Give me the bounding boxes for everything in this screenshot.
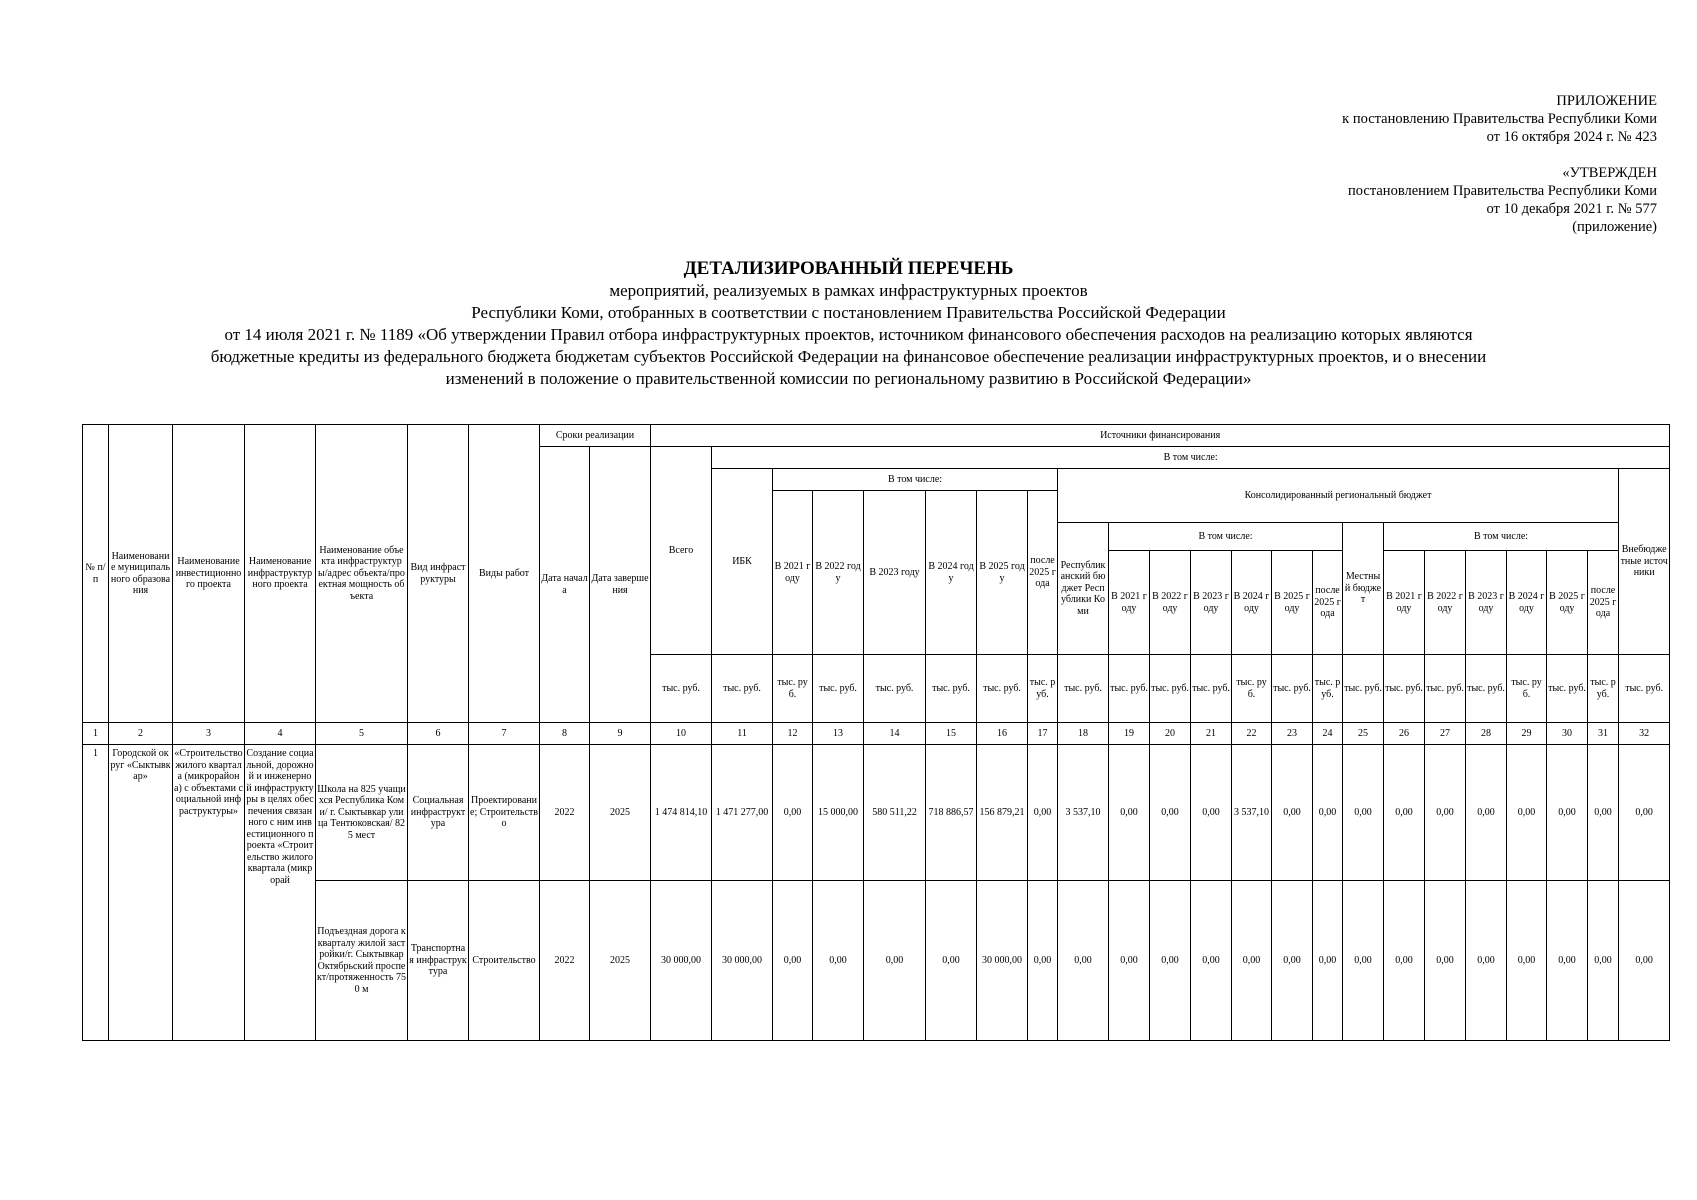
header-end-date: Дата завершения [590, 447, 651, 723]
column-number: 27 [1425, 723, 1466, 745]
cell-value: 0,00 [1232, 881, 1272, 1041]
cell-value: 1 471 277,00 [712, 745, 773, 881]
column-number: 29 [1507, 723, 1547, 745]
header-rep-2024: В 2024 году [1232, 551, 1272, 655]
approved-line: от 10 декабря 2021 г. № 577 [1486, 201, 1657, 217]
cell-value: 0,00 [1109, 881, 1150, 1041]
header-municipality: Наименование муниципального образования [109, 425, 173, 723]
unit-cell: тыс. руб. [1313, 655, 1343, 723]
title-line: изменений в положение о правительственной комиссии по региональному развитию в Российской Федерации» [445, 369, 1252, 388]
title-line: от 14 июля 2021 г. № 1189 «Об утверждении Правил отбора инфраструктурных проектов, источником финансового обеспечения расходов на реализацию которых являются [224, 325, 1473, 344]
cell-value: 0,00 [1425, 881, 1466, 1041]
cell-works: Строительство [469, 881, 540, 1041]
cell-value: 0,00 [926, 881, 977, 1041]
header-infra-type: Вид инфраструктуры [408, 425, 469, 723]
approved-line: (приложение) [1572, 219, 1657, 235]
header-ibk-after-2025: после 2025 года [1028, 491, 1058, 655]
cell-value: 0,00 [1619, 881, 1670, 1041]
cell-value: 0,00 [1191, 745, 1232, 881]
header-including: В том числе: [712, 447, 1670, 469]
unit-cell: тыс. руб. [651, 655, 712, 723]
cell-end: 2025 [590, 745, 651, 881]
header-ibk-2025: В 2025 году [977, 491, 1028, 655]
unit-cell: тыс. руб. [977, 655, 1028, 723]
cell-value: 0,00 [773, 881, 813, 1041]
column-number: 13 [813, 723, 864, 745]
unit-cell: тыс. руб. [1028, 655, 1058, 723]
column-number: 23 [1272, 723, 1313, 745]
cell-value: 0,00 [1191, 881, 1232, 1041]
unit-cell: тыс. руб. [864, 655, 926, 723]
cell-value: 0,00 [1028, 745, 1058, 881]
cell-type: Социальная инфраструктура [408, 745, 469, 881]
header-extrabudget: Внебюджетные источники [1619, 469, 1670, 655]
column-number: 10 [651, 723, 712, 745]
header-object: Наименование объекта инфраструктуры/адрес объекта/проектная мощность объекта [316, 425, 408, 723]
header-invest-project: Наименование инвестиционного проекта [173, 425, 245, 723]
header-consolidated-budget: Консолидированный региональный бюджет [1058, 469, 1619, 523]
cell-value: 0,00 [1058, 881, 1109, 1041]
unit-cell: тыс. руб. [773, 655, 813, 723]
cell-value: 0,00 [1343, 745, 1384, 881]
cell-value: 0,00 [1313, 745, 1343, 881]
header-sources: Источники финансирования [651, 425, 1670, 447]
header-republic-budget: Республиканский бюджет Республики Коми [1058, 523, 1109, 655]
cell-value: 30 000,00 [977, 881, 1028, 1041]
header-loc-2024: В 2024 году [1507, 551, 1547, 655]
cell-type: Транспортная инфраструктура [408, 881, 469, 1041]
column-number: 9 [590, 723, 651, 745]
column-number: 22 [1232, 723, 1272, 745]
unit-cell: тыс. руб. [1109, 655, 1150, 723]
cell-value: 0,00 [813, 881, 864, 1041]
column-number: 25 [1343, 723, 1384, 745]
column-number: 12 [773, 723, 813, 745]
cell-start: 2022 [540, 881, 590, 1041]
cell-object: Школа на 825 учащихся Республика Коми/ г. Сыктывкар улица Тентюковская/ 825 мест [316, 745, 408, 881]
header-works: Виды работ [469, 425, 540, 723]
header-local-budget: Местный бюджет [1343, 523, 1384, 655]
title-main: ДЕТАЛИЗИРОВАННЫЙ ПЕРЕЧЕНЬ [683, 258, 1014, 279]
unit-cell: тыс. руб. [1343, 655, 1384, 723]
cell-value: 0,00 [1507, 745, 1547, 881]
cell-num: 1 [83, 745, 109, 1041]
cell-value: 1 474 814,10 [651, 745, 712, 881]
cell-value: 0,00 [1272, 881, 1313, 1041]
header-rep-2025: В 2025 году [1272, 551, 1313, 655]
unit-cell: тыс. руб. [926, 655, 977, 723]
header-republic-including: В том числе: [1109, 523, 1343, 551]
column-number: 28 [1466, 723, 1507, 745]
cell-municipality: Городской округ «Сыктывкар» [109, 745, 173, 1041]
header-infra-project: Наименование инфраструктурного проекта [245, 425, 316, 723]
column-number: 16 [977, 723, 1028, 745]
cell-value: 0,00 [1619, 745, 1670, 881]
column-number: 20 [1150, 723, 1191, 745]
header-ibk: ИБК [712, 469, 773, 655]
header-loc-2025: В 2025 году [1547, 551, 1588, 655]
column-number: 5 [316, 723, 408, 745]
column-number: 3 [173, 723, 245, 745]
column-number: 32 [1619, 723, 1670, 745]
cell-value: 30 000,00 [651, 881, 712, 1041]
unit-cell: тыс. руб. [1232, 655, 1272, 723]
header-loc-2022: В 2022 году [1425, 551, 1466, 655]
header-ibk-2023: В 2023 году [864, 491, 926, 655]
column-number: 15 [926, 723, 977, 745]
column-number: 19 [1109, 723, 1150, 745]
unit-cell: тыс. руб. [1150, 655, 1191, 723]
document-title [60, 258, 1637, 390]
cell-value: 0,00 [1384, 881, 1425, 1041]
header-ibk-2021: В 2021 году [773, 491, 813, 655]
column-number: 1 [83, 723, 109, 745]
unit-cell: тыс. руб. [1619, 655, 1670, 723]
cell-value: 0,00 [1313, 881, 1343, 1041]
cell-start: 2022 [540, 745, 590, 881]
approved-line: постановлением Правительства Республики Коми [1348, 183, 1657, 199]
cell-infra-project: Создание социальной, дорожной и инженерной инфраструктуры в целях обеспечения связанного с ним инвестиционного проекта «Строительство жилого квартала (микрорай [245, 745, 316, 1041]
cell-value: 580 511,22 [864, 745, 926, 881]
unit-cell: тыс. руб. [1547, 655, 1588, 723]
header-rep-2023: В 2023 году [1191, 551, 1232, 655]
column-number: 2 [109, 723, 173, 745]
cell-invest-project: «Строительство жилого квартала (микрорайона) с объектами социальной инфраструктуры» [173, 745, 245, 1041]
cell-value: 0,00 [1466, 881, 1507, 1041]
header-loc-2023: В 2023 году [1466, 551, 1507, 655]
projects-table [82, 424, 1670, 1041]
column-number: 18 [1058, 723, 1109, 745]
cell-value: 0,00 [1150, 745, 1191, 881]
column-number: 7 [469, 723, 540, 745]
cell-value: 0,00 [1507, 881, 1547, 1041]
column-number: 31 [1588, 723, 1619, 745]
appendix-line: ПРИЛОЖЕНИЕ [1556, 93, 1657, 109]
header-num: № п/п [83, 425, 109, 723]
cell-value: 0,00 [1028, 881, 1058, 1041]
cell-value: 0,00 [1547, 745, 1588, 881]
cell-value: 0,00 [1588, 745, 1619, 881]
appendix-line: от 16 октября 2024 г. № 423 [1486, 129, 1657, 145]
title-line: мероприятий, реализуемых в рамках инфраструктурных проектов [609, 281, 1088, 300]
column-number: 24 [1313, 723, 1343, 745]
header-ibk-including: В том числе: [773, 469, 1058, 491]
column-number: 11 [712, 723, 773, 745]
header-ibk-2022: В 2022 году [813, 491, 864, 655]
cell-value: 718 886,57 [926, 745, 977, 881]
appendix-header [1342, 92, 1657, 146]
unit-cell: тыс. руб. [1466, 655, 1507, 723]
cell-value: 0,00 [1384, 745, 1425, 881]
header-rep-2021: В 2021 году [1109, 551, 1150, 655]
unit-cell: тыс. руб. [813, 655, 864, 723]
header-terms: Сроки реализации [540, 425, 651, 447]
column-number: 26 [1384, 723, 1425, 745]
unit-cell: тыс. руб. [1588, 655, 1619, 723]
unit-cell: тыс. руб. [1058, 655, 1109, 723]
unit-cell: тыс. руб. [1507, 655, 1547, 723]
appendix-line: к постановлению Правительства Республики Коми [1342, 111, 1657, 127]
cell-value: 0,00 [1343, 881, 1384, 1041]
unit-cell: тыс. руб. [1191, 655, 1232, 723]
header-start-date: Дата начала [540, 447, 590, 723]
cell-value: 0,00 [1588, 881, 1619, 1041]
cell-value: 156 879,21 [977, 745, 1028, 881]
unit-cell: тыс. руб. [1425, 655, 1466, 723]
header-loc-2021: В 2021 году [1384, 551, 1425, 655]
cell-value: 0,00 [1425, 745, 1466, 881]
cell-value: 0,00 [864, 881, 926, 1041]
cell-value: 3 537,10 [1058, 745, 1109, 881]
cell-value: 0,00 [1547, 881, 1588, 1041]
cell-value: 3 537,10 [1232, 745, 1272, 881]
cell-works: Проектирование; Строительство [469, 745, 540, 881]
title-line: Республики Коми, отобранных в соответствии с постановлением Правительства Российской Федерации [471, 303, 1226, 322]
header-rep-after-2025: после 2025 года [1313, 551, 1343, 655]
cell-value: 0,00 [1109, 745, 1150, 881]
column-number: 4 [245, 723, 316, 745]
approved-line: «УТВЕРЖДЕН [1562, 165, 1657, 181]
unit-cell: тыс. руб. [712, 655, 773, 723]
header-loc-after-2025: после 2025 года [1588, 551, 1619, 655]
unit-cell: тыс. руб. [1272, 655, 1313, 723]
column-number: 8 [540, 723, 590, 745]
cell-end: 2025 [590, 881, 651, 1041]
cell-object: Подъездная дорога к кварталу жилой застройки/г. Сыктывкар Октябрьский проспект/протяженность 750 м [316, 881, 408, 1041]
column-number: 21 [1191, 723, 1232, 745]
cell-value: 0,00 [1466, 745, 1507, 881]
column-number: 14 [864, 723, 926, 745]
approved-header [1348, 164, 1657, 236]
header-ibk-2024: В 2024 году [926, 491, 977, 655]
cell-value: 30 000,00 [712, 881, 773, 1041]
cell-value: 15 000,00 [813, 745, 864, 881]
column-number: 30 [1547, 723, 1588, 745]
cell-value: 0,00 [1272, 745, 1313, 881]
cell-value: 0,00 [773, 745, 813, 881]
column-number: 6 [408, 723, 469, 745]
header-local-including: В том числе: [1384, 523, 1619, 551]
unit-cell: тыс. руб. [1384, 655, 1425, 723]
column-number: 17 [1028, 723, 1058, 745]
cell-value: 0,00 [1150, 881, 1191, 1041]
header-rep-2022: В 2022 году [1150, 551, 1191, 655]
header-total: Всего [651, 447, 712, 655]
title-line: бюджетные кредиты из федерального бюджета бюджетам субъектов Российской Федерации на финансовое обеспечение реализации инфраструктурных проектов, и о внесении [210, 347, 1487, 366]
